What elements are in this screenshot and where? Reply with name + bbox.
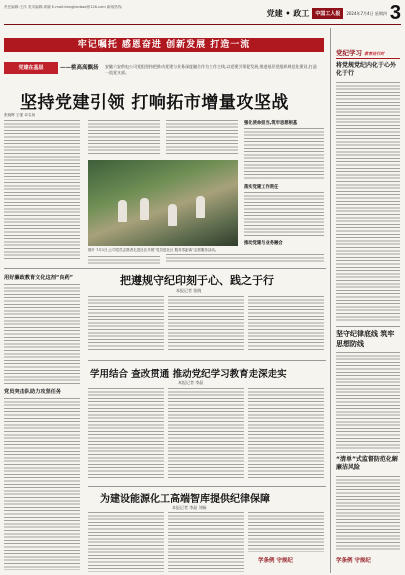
- article-3-text-col1: [88, 512, 164, 572]
- section-divider: [4, 268, 326, 269]
- lead-text-col4b: [244, 192, 324, 238]
- lead-headline: 坚持党建引领 打响拓市增量攻坚战: [20, 93, 289, 113]
- column-tag-sub: 教育进行时: [364, 51, 385, 56]
- photo-caption: 图片 7月1日,公司党员志愿者走进社区开展“党员进社区 服务零距离”志愿服务活动。: [88, 248, 219, 252]
- right-divider-2: [336, 452, 400, 453]
- lead-text-bottom: [166, 254, 324, 264]
- page-number: 3: [389, 2, 401, 24]
- article-2-text-col2: [168, 388, 244, 480]
- lead-byline: 张晓辉 王强 卓名扬: [4, 113, 36, 117]
- article-1-text-col3: [248, 296, 324, 352]
- right-divider-1: [336, 326, 400, 327]
- lead-text-col4: [244, 128, 324, 180]
- right-article-1-text: [336, 82, 400, 322]
- article-3-byline: 本报记者 李晶 刘畅: [172, 505, 207, 510]
- lead-text-col1b: [4, 182, 80, 260]
- bottom-column-tag: 学条例 守规纪: [336, 558, 371, 564]
- column-tag: [336, 48, 384, 57]
- newspaper-logo: 中国工人报: [312, 8, 343, 19]
- article-1-title: 把遵规守纪印刻于心、践之于行: [120, 274, 274, 287]
- left-head-1: 用好廉政教育文化这剂“良药”: [4, 275, 74, 281]
- section-name: 党建 • 政工: [266, 7, 310, 18]
- left-text-2: [4, 398, 80, 570]
- article-3-text-col3: [248, 512, 324, 552]
- article-2-byline: 本报记者 李晶: [178, 380, 204, 385]
- article-3-text-col2: [168, 512, 244, 572]
- article-1-byline: 本报记者 张晓: [176, 288, 202, 293]
- lead-text-col3: [166, 120, 238, 156]
- bottom-column-tag-2: 学条例 守规纪: [258, 558, 293, 564]
- lead-text-bottom2: [88, 256, 160, 264]
- left-text-1: [4, 284, 80, 384]
- left-head-2: 党员突击队助力攻坚任务: [4, 389, 62, 395]
- lead-subtitle: ——桃高高飘扬: [60, 65, 99, 71]
- right-article-3-text: [336, 476, 400, 552]
- masthead: [4, 2, 401, 25]
- lead-intro: 安徽六安供电公司党组坚持把推动党建与业务深度融合作为工作主线,以党建引领促发展,推进基层党组织规范化建设,打造一流党支部。: [105, 64, 317, 75]
- masthead-right: [267, 4, 401, 22]
- article-1-text-col1: [88, 296, 164, 352]
- right-article-2-title: 坚守纪律底线 筑牢思想防线: [336, 330, 395, 348]
- lead-box-head: 强化使命担当,筑牢思想根基: [244, 121, 298, 126]
- article-divider-1: [88, 360, 326, 361]
- right-article-3-title: “清单”式监督防范化解廉洁风险: [336, 456, 398, 471]
- right-article-1-title: 将党规党纪内化于心外化于行: [336, 62, 397, 77]
- article-2-text-col1: [88, 388, 164, 480]
- lead-box-head-3: 推动党建与业务融合: [244, 241, 283, 246]
- column-tag-main: 党纪学习: [336, 49, 362, 57]
- slogan-banner: 牢记嘱托 感恩奋进 创新发展 打造一流: [4, 38, 324, 52]
- lead-photo: [88, 160, 238, 246]
- article-2-title: 学用结合 查改贯通 推动党纪学习教育走深走实: [90, 369, 287, 380]
- lead-text-col1: [4, 120, 80, 180]
- article-divider-2: [88, 486, 326, 487]
- issue-date: 2024年7月4日 星期四: [346, 10, 387, 16]
- lead-text-col2: [88, 120, 160, 156]
- column-tag-rule: [336, 58, 400, 59]
- article-3-title: 为建设能源化工高端智库提供纪律保障: [100, 494, 270, 505]
- article-1-text-col2: [168, 296, 244, 352]
- right-column-divider: [330, 28, 331, 573]
- lead-box-head-2: 落实党建工作责任: [244, 185, 279, 190]
- lead-label: 党建在基层: [4, 62, 58, 74]
- article-2-text-col3: [248, 388, 324, 480]
- right-article-2-text: [336, 352, 400, 450]
- masthead-info: 责任编辑:王洋 美术编辑:周晓 E-mail:dangjianbao@126.com 新闻热线:: [4, 5, 123, 9]
